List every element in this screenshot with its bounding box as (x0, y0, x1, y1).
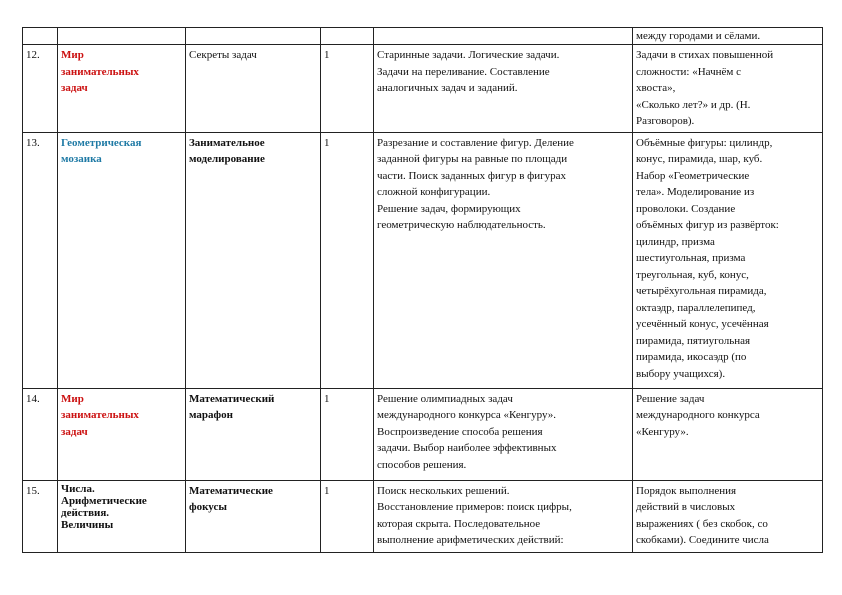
row-number: 14. (23, 388, 58, 480)
extra-line: цилиндр, призма (636, 235, 715, 248)
continued-text: между городами и сёлами. (636, 30, 761, 42)
row-number: 13. (23, 132, 58, 388)
section-line: Геометрическая (61, 136, 142, 149)
cell-hours (321, 28, 374, 45)
hours-cell: 1 (321, 132, 374, 388)
extra-line: международного конкурса (636, 409, 760, 421)
extra-cell (633, 132, 823, 388)
row-number: 12. (23, 45, 58, 133)
section-line: занимательных (61, 65, 139, 78)
lesson-plan-table (22, 27, 823, 553)
extra-line: Объёмные фигуры: цилиндр, (636, 136, 773, 149)
section-cell (58, 388, 186, 480)
content-line: сложной конфигурации. (377, 186, 491, 198)
section-line: действия. (61, 506, 110, 519)
extra-line: октаэдр, параллелепипед, (636, 301, 756, 314)
extra-line: выражениях ( без скобок, со (636, 517, 768, 530)
extra-line: Порядок выполнения (636, 484, 737, 497)
table-row (23, 132, 823, 388)
extra-line: пирамида, пятиугольная (636, 334, 751, 347)
hours-cell: 1 (321, 388, 374, 480)
topic-line: Математический (189, 392, 275, 405)
topic-line: фокусы (189, 501, 227, 513)
topic-line: моделирование (189, 153, 265, 165)
section-line: задач (61, 82, 88, 94)
content-line: международного конкурса «Кенгуру». (377, 409, 557, 421)
extra-line: Разговоров). (636, 115, 695, 127)
content-line: Поиск нескольких решений. (377, 484, 510, 497)
section-line: задач (61, 425, 88, 438)
section-line: занимательных (61, 409, 139, 421)
extra-line: Решение задач (636, 392, 705, 405)
cell-topic (186, 28, 321, 45)
extra-line: скобками). Соедините числа (636, 534, 769, 546)
content-line: Задачи на переливание. Составление (377, 65, 550, 78)
content-line: которая скрыта. Последовательное (377, 517, 541, 530)
extra-line: пирамида, икосаэдр (по (636, 351, 747, 363)
topic-line: Занимательное (189, 136, 265, 149)
section-line: Арифметические (61, 494, 147, 507)
section-line: Мир (61, 49, 84, 61)
content-cell (374, 388, 633, 480)
topic-line: Математические (189, 484, 273, 497)
extra-line: четырёхугольная пирамида, (636, 285, 767, 297)
content-line: Старинные задачи. Логические задачи. (377, 49, 560, 61)
extra-line: действий в числовых (636, 501, 736, 513)
table-row (23, 45, 823, 133)
extra-line: усечённый конус, усечённая (636, 318, 769, 330)
content-line: геометрическую наблюдательность. (377, 219, 546, 231)
hours-cell: 1 (321, 45, 374, 133)
extra-line: сложности: «Начнём с (636, 65, 742, 78)
content-line: Восстановление примеров: поиск цифры, (377, 501, 572, 513)
section-cell (58, 45, 186, 133)
topic-cell (186, 45, 321, 133)
topic-cell (186, 480, 321, 552)
content-line: выполнение арифметических действий: (377, 534, 564, 546)
row-number: 15. (23, 480, 58, 552)
section-line: Мир (61, 392, 84, 405)
extra-line: шестиугольная, призма (636, 252, 746, 264)
content-line: Решение задач, формирующих (377, 202, 521, 215)
cell-num (23, 28, 58, 45)
extra-line: «Сколько лет?» и др. (Н. (636, 98, 751, 111)
section-cell (58, 132, 186, 388)
hours-cell: 1 (321, 480, 374, 552)
section-line: мозаика (61, 153, 102, 165)
topic-line: Секреты задач (189, 49, 257, 61)
extra-line: треугольная, куб, конус, (636, 268, 749, 281)
extra-line: тела». Моделирование из (636, 186, 755, 198)
content-line: заданной фигуры на равные по площади (377, 153, 568, 165)
content-line: задачи. Выбор наиболее эффективных (377, 442, 557, 454)
section-line: Величины (61, 518, 114, 531)
content-line: части. Поиск заданных фигур в фигурах (377, 169, 567, 182)
extra-line: «Кенгуру». (636, 425, 689, 438)
extra-line: объёмных фигур из развёрток: (636, 219, 779, 231)
extra-line: конус, пирамида, шар, куб. (636, 153, 763, 165)
cell-section (58, 28, 186, 45)
extra-line: выбору учащихся). (636, 367, 726, 380)
cell-extra (633, 28, 823, 45)
section-cell (58, 480, 186, 552)
content-line: аналогичных задач и заданий. (377, 82, 518, 94)
topic-line: марафон (189, 409, 233, 421)
table-row (23, 28, 823, 45)
extra-line: Задачи в стихах повышенной (636, 49, 774, 61)
content-cell (374, 480, 633, 552)
extra-line: хвоста», (636, 82, 676, 94)
extra-cell (633, 388, 823, 480)
content-line: Воспроизведение способа решения (377, 425, 543, 438)
extra-line: Набор «Геометрические (636, 169, 750, 182)
topic-cell (186, 388, 321, 480)
content-line: способов решения. (377, 458, 467, 471)
table-row (23, 388, 823, 480)
section-line: Числа. (61, 482, 95, 495)
topic-cell (186, 132, 321, 388)
content-line: Разрезание и составление фигур. Деление (377, 136, 574, 149)
table-row (23, 480, 823, 552)
content-line: Решение олимпиадных задач (377, 392, 513, 405)
extra-cell (633, 480, 823, 552)
cell-content (374, 28, 633, 45)
extra-cell (633, 45, 823, 133)
extra-line: проволоки. Создание (636, 202, 736, 215)
content-cell (374, 132, 633, 388)
content-cell (374, 45, 633, 133)
